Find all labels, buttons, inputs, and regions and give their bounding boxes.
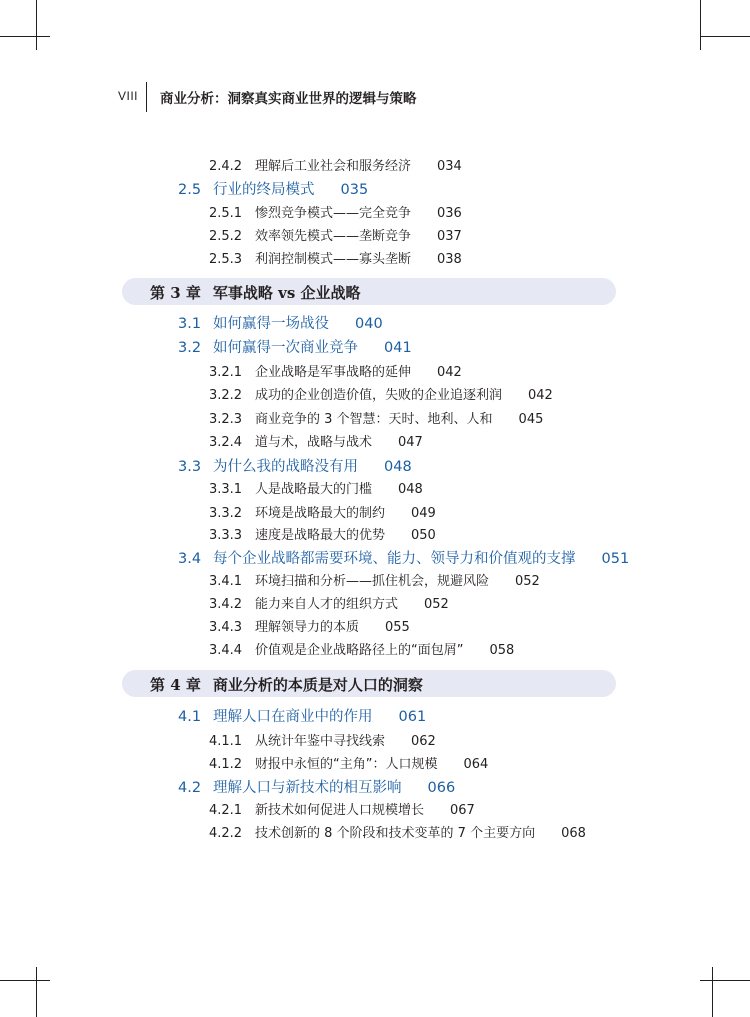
chapter-title: 商业分析的本质是对人口的洞察 (212, 676, 423, 694)
subsection-entry[interactable] (209, 155, 462, 174)
chapter-heading-text (150, 282, 361, 303)
entry-title: 如何赢得一次商业竞争 (213, 340, 358, 356)
entry-page: 050 (411, 528, 436, 543)
entry-page: 062 (411, 734, 436, 749)
entry-number: 3.4.3 (209, 620, 243, 635)
entry-title: 商业竞争的 3 个智慧：天时、地利、人和 (255, 412, 493, 427)
subsection-entry[interactable] (209, 361, 462, 380)
entry-page: 061 (398, 709, 427, 725)
subsection-entry[interactable] (209, 639, 514, 658)
crop-mark (712, 967, 713, 1017)
entry-number: 3.3.3 (209, 528, 243, 543)
crop-mark (700, 36, 750, 37)
entry-number: 2.5.1 (209, 206, 243, 221)
entry-page: 034 (437, 159, 462, 174)
entry-title: 人是战略最大的门槛 (255, 482, 373, 497)
entry-title: 财报中永恒的“主角”：人口规模 (255, 757, 438, 772)
section-entry[interactable] (178, 547, 629, 568)
entry-page: 068 (561, 826, 586, 841)
entry-title: 新技术如何促进人口规模增长 (255, 803, 425, 818)
entry-page: 047 (398, 435, 423, 450)
entry-title: 速度是战略最大的优势 (255, 528, 386, 543)
subsection-entry[interactable] (209, 502, 436, 521)
entry-page: 066 (427, 780, 456, 796)
crop-mark (0, 980, 50, 981)
entry-number: 3.2.3 (209, 412, 243, 427)
entry-page: 051 (601, 551, 630, 567)
entry-title: 惨烈竞争模式——完全竞争 (255, 206, 412, 221)
section-entry[interactable] (178, 312, 383, 333)
entry-title: 道与术，战略与战术 (255, 435, 373, 450)
entry-title: 利润控制模式——寡头垄断 (255, 252, 412, 267)
subsection-entry[interactable] (209, 799, 475, 818)
crop-mark (700, 0, 701, 50)
entry-title: 如何赢得一场战役 (213, 316, 329, 332)
entry-page: 041 (384, 340, 412, 356)
subsection-entry[interactable] (209, 570, 540, 589)
entry-title: 理解后工业社会和服务经济 (255, 159, 412, 174)
crop-mark (0, 36, 50, 37)
entry-page: 052 (424, 597, 449, 612)
entry-page: 064 (463, 757, 489, 772)
entry-number: 4.1.1 (209, 734, 243, 749)
entry-page: 048 (384, 459, 412, 475)
entry-number: 4.2.1 (209, 803, 243, 818)
entry-title: 理解人口在商业中的作用 (213, 709, 373, 725)
entry-number: 4.2.2 (209, 826, 243, 841)
subsection-entry[interactable] (209, 478, 423, 497)
entry-title: 理解领导力的本质 (255, 620, 360, 635)
entry-number: 3.3.2 (209, 506, 243, 521)
entry-number: 2.5.3 (209, 252, 243, 267)
entry-number: 3.1 (178, 316, 202, 332)
entry-number: 3.2.4 (209, 435, 243, 450)
entry-title: 理解人口与新技术的相互影响 (213, 780, 402, 796)
chapter-title: 军事战略 vs 企业战略 (212, 284, 361, 302)
subsection-entry[interactable] (209, 408, 543, 427)
section-entry[interactable] (178, 336, 412, 357)
entry-title: 环境是战略最大的制约 (255, 506, 386, 521)
entry-number: 2.4.2 (209, 159, 243, 174)
chapter-number: 第 3 章 (150, 284, 201, 302)
entry-title: 环境扫描和分析——抓住机会，规避风险 (255, 574, 490, 589)
subsection-entry[interactable] (209, 593, 449, 612)
entry-page: 058 (489, 643, 515, 658)
entry-page: 035 (340, 182, 369, 198)
crop-mark (36, 0, 37, 50)
running-header (0, 86, 750, 116)
subsection-entry[interactable] (209, 225, 462, 244)
crop-mark (36, 967, 37, 1017)
section-entry[interactable] (178, 178, 368, 199)
section-entry[interactable] (178, 455, 412, 476)
book-title: 商业分析：洞察真实商业世界的逻辑与策略 (160, 91, 417, 107)
entry-page: 055 (385, 620, 410, 635)
subsection-entry[interactable] (209, 730, 436, 749)
entry-number: 4.1 (178, 709, 202, 725)
subsection-entry[interactable] (209, 822, 586, 841)
chapter-heading (122, 278, 616, 305)
entry-title: 行业的终局模式 (213, 182, 315, 198)
entry-number: 2.5.2 (209, 229, 243, 244)
entry-title: 每个企业战略都需要环境、能力、领导力和价值观的支撑 (213, 551, 576, 567)
chapter-heading-text (150, 674, 423, 695)
entry-page: 052 (515, 574, 540, 589)
entry-number: 3.4.1 (209, 574, 243, 589)
crop-mark (700, 980, 750, 981)
entry-title: 效率领先模式——垄断竞争 (255, 229, 412, 244)
entry-number: 3.4.4 (209, 643, 243, 658)
entry-number: 3.4 (178, 551, 202, 567)
header-divider (146, 82, 147, 112)
subsection-entry[interactable] (209, 431, 423, 450)
entry-title: 能力来自人才的组织方式 (255, 597, 399, 612)
entry-title: 企业战略是军事战略的延伸 (255, 365, 412, 380)
entry-page: 045 (518, 412, 544, 427)
entry-title: 从统计年鉴中寻找线索 (255, 734, 386, 749)
entry-number: 4.2 (178, 780, 202, 796)
entry-title: 价值观是企业战略路径上的“面包屑” (255, 643, 464, 658)
entry-page: 040 (355, 316, 383, 332)
entry-title: 成功的企业创造价值，失败的企业追逐利润 (255, 388, 503, 403)
entry-title: 为什么我的战略没有用 (213, 459, 358, 475)
entry-page: 048 (398, 482, 423, 497)
entry-title: 技术创新的 8 个阶段和技术变革的 7 个主要方向 (255, 826, 536, 841)
entry-page: 037 (437, 229, 462, 244)
entry-number: 4.1.2 (209, 757, 243, 772)
section-entry[interactable] (178, 776, 455, 797)
entry-number: 3.3.1 (209, 482, 243, 497)
subsection-entry[interactable] (209, 524, 436, 543)
page-number: VIII (118, 89, 139, 103)
subsection-entry[interactable] (209, 753, 488, 772)
entry-page: 067 (450, 803, 475, 818)
entry-page: 038 (437, 252, 462, 267)
subsection-entry[interactable] (209, 384, 553, 403)
entry-number: 3.2.2 (209, 388, 243, 403)
entry-page: 042 (437, 365, 462, 380)
entry-page: 049 (411, 506, 436, 521)
section-entry[interactable] (178, 705, 426, 726)
entry-number: 3.2 (178, 340, 202, 356)
subsection-entry[interactable] (209, 616, 410, 635)
entry-number: 3.3 (178, 459, 202, 475)
chapter-number: 第 4 章 (150, 676, 201, 694)
entry-number: 3.2.1 (209, 365, 243, 380)
entry-number: 2.5 (178, 182, 202, 198)
entry-page: 036 (437, 206, 462, 221)
chapter-heading (122, 670, 616, 697)
entry-number: 3.4.2 (209, 597, 243, 612)
subsection-entry[interactable] (209, 202, 462, 221)
entry-page: 042 (528, 388, 553, 403)
subsection-entry[interactable] (209, 248, 462, 267)
